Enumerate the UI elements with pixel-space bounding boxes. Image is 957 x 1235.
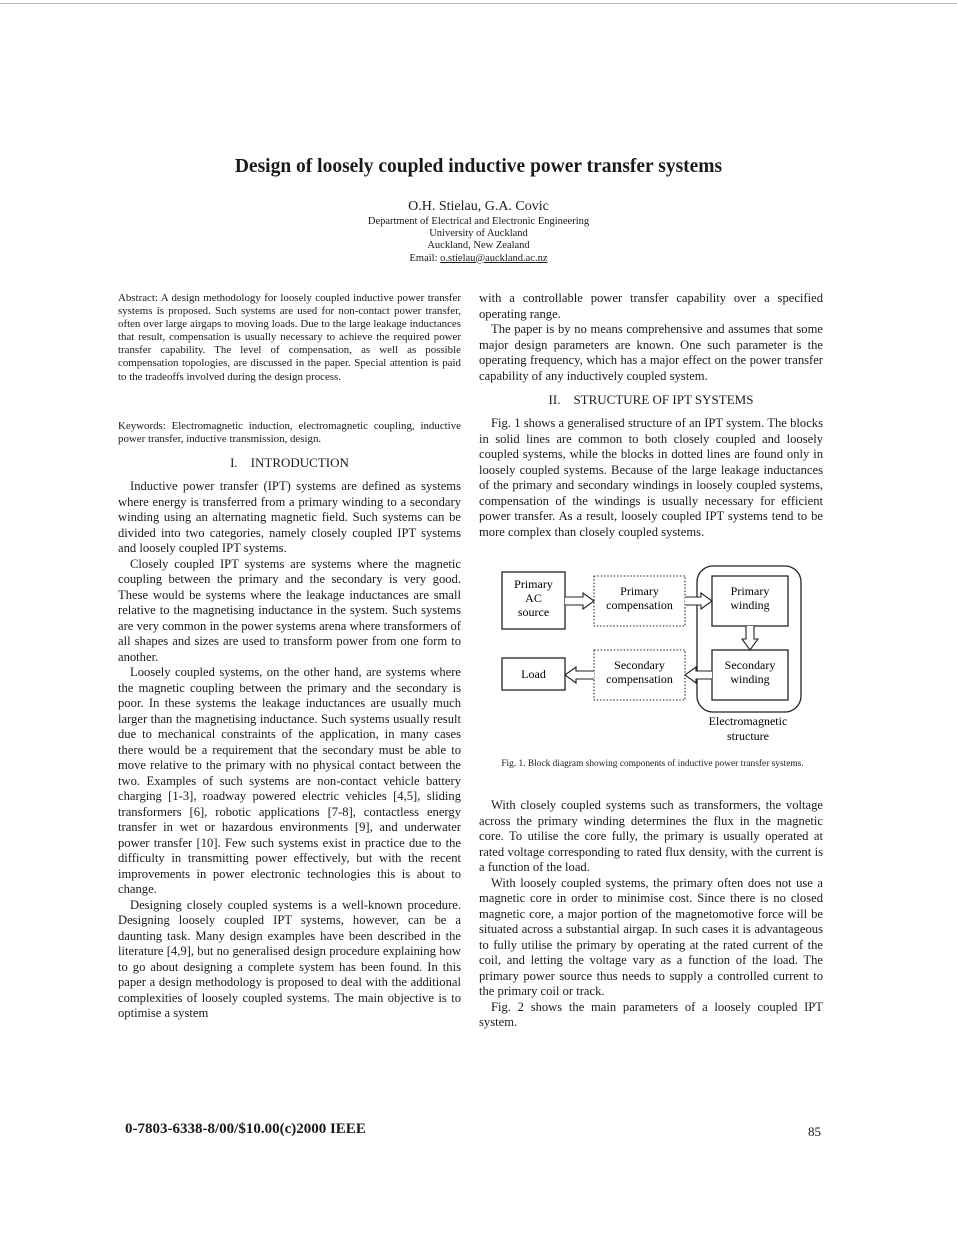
arrow-source-to-compensation	[565, 593, 594, 609]
section-1-paragraph: Closely coupled IPT systems are systems where the magnetic coupling between the primary and the secondary is very good. These would be systems where the leakage inductances are small relative to the magnetising inductance in the system. Such systems are very common in the power systems arena where transformers of all shapes and sizes are used to transform power from one form to another.	[118, 556, 461, 664]
primary-ac-source-label: AC	[525, 591, 542, 605]
email-link[interactable]: o.stielau@auckland.ac.nz	[440, 252, 548, 264]
section-1-paragraph: Inductive power transfer (IPT) systems are defined as systems where energy is transferred from a primary winding to a secondary winding using an alternating magnetic field. Such systems can be divided into two categories, namely closely coupled IPT systems and loosely coupled IPT systems.	[118, 479, 461, 555]
right-paragraph: With closely coupled systems such as transformers, the voltage across the primary winding determines the flux in the magnetic core. To utilise the core fully, the primary is usually operated at rated voltage corresponding to rated flux density, with the current is a function of the load.	[479, 798, 823, 874]
affiliation-location: Auckland, New Zealand	[427, 240, 530, 252]
secondary-winding-label: winding	[730, 672, 770, 686]
section-2-heading: II. STRUCTURE OF IPT SYSTEMS	[548, 392, 754, 407]
affiliation-email-line	[0, 253, 957, 265]
intro-paragraph: The paper is by no means comprehensive and assumes that some major design parameters are known. One such parameter is the operating frequency, which has a major effect on the power transfer capability of any inductively coupled system.	[479, 322, 823, 383]
abstract: Abstract: A design methodology for loosely coupled inductive power transfer systems is proposed. Such systems are used for non-contact power transfer, often over large airgaps to moving loads. Due to the large leakage inductances that result, compensation is usually necessary to achieve the required power transfer capability. The level of compensation, as well as possible compensation topologies, are discussed in the paper. Special attention is paid to the tradeoffs involved during the design process.	[118, 292, 461, 383]
right-column-intro	[479, 291, 823, 384]
section-1-paragraph: Loosely coupled systems, on the other hand, are systems where the magnetic coupling between the primary and the secondary is poor. In these systems the leakage inductances are usually much larger than the magnetising inductance. Such systems usually result due to mechanical constraints of the application, in many cases there would be a requirement that the secondary must be able to move relative to the primary with no physical contact between the two. Examples of such systems are non-contact vehicle battery charging [1-3], roadway powered electric vehicles [4,5], sliding transformers [6], robotic applications [7-8], contactless energy transfer in wet or hazardous environments [9], and underwater power transfer [10]. Few such systems exist in practice due to the difficulty in transmitting power effectively, but with the recent improvements in power electronic technologies this is about to change.	[118, 665, 461, 896]
ieee-copyright-code: 0-7803-6338-8/00/$10.00(c)2000 IEEE	[125, 1121, 366, 1137]
primary-ac-source-label: Primary	[514, 577, 553, 591]
affiliation-block	[0, 216, 957, 265]
right-paragraph: Fig. 2 shows the main parameters of a loosely coupled IPT system.	[479, 999, 823, 1029]
load-label: Load	[521, 667, 546, 681]
section-1-heading: I. INTRODUCTION	[230, 455, 349, 470]
affiliation-university: University of Auckland	[429, 228, 528, 240]
figure-1-block-diagram	[495, 560, 815, 750]
arrow-winding-to-compensation	[685, 667, 712, 683]
section-1-paragraph: Designing closely coupled systems is a well-known procedure. Designing loosely coupled IPT systems, however, can be a daunting task. Many design examples have been described in the literature [4,9], but no generalised design procedure explaining how to go about designing a complete system has been found. In this paper a design methodology is proposed to deal with the additional complexities of loosely coupled systems. The main objective is to optimise a system	[118, 897, 461, 1020]
primary-ac-source-label: source	[517, 605, 550, 619]
arrow-primary-to-secondary-winding	[742, 626, 758, 650]
primary-winding-label: Primary	[730, 584, 770, 598]
section-1-body	[118, 479, 461, 1022]
secondary-compensation-label: Secondary	[614, 658, 665, 672]
keywords: Keywords: Electromagnetic induction, electromagnetic coupling, inductive power transfer, inductive transmission, design.	[118, 420, 461, 446]
paper-title: Design of loosely coupled inductive power transfer systems	[234, 156, 723, 177]
figure-1-caption: Fig. 1. Block diagram showing components of inductive power transfer systems.	[501, 759, 804, 769]
email-label: Email:	[409, 252, 438, 264]
paper-authors: O.H. Stielau, G.A. Covic	[408, 199, 549, 214]
arrow-compensation-to-winding	[685, 593, 712, 609]
primary-winding-label: winding	[730, 598, 770, 612]
secondary-compensation-label: compensation	[606, 672, 673, 686]
right-paragraph: With loosely coupled systems, the primary often does not use a magnetic core in order to minimise cost. Since there is no closed magnetic core, a major portion of the magnetomotive force will be situated across a substantial airgap. In such cases it is advantageous to fully utilise the primary by operating at the rated current of the coil, and letting the voltage vary as a function of the load. The primary power source thus needs to supply a controlled current to the primary coil or track.	[479, 875, 823, 998]
arrow-compensation-to-load	[565, 667, 594, 683]
page-top-rule	[0, 3, 957, 4]
section-2-paragraph: Fig. 1 shows a generalised structure of an IPT system. The blocks in solid lines are common to both closely coupled and loosely coupled systems, while the blocks in dotted lines are found only in loosely coupled systems. Because of the large leakage inductances of the primary and secondary windings in loosely coupled systems, compensation of the windings is usually necessary for efficient power transfer. As a result, loosely coupled IPT systems tend to be more complex than closely coupled systems.	[479, 416, 823, 539]
continued-paragraph: with a controllable power transfer capability over a specified operating range.	[479, 291, 823, 321]
primary-compensation-label: Primary	[620, 584, 659, 598]
electromagnetic-structure-label: Electromagnetic	[708, 714, 788, 728]
section-2-body	[479, 416, 823, 540]
page-number: 85	[808, 1124, 821, 1139]
primary-compensation-label: compensation	[606, 598, 673, 612]
secondary-winding-label: Secondary	[724, 658, 776, 672]
affiliation-department: Department of Electrical and Electronic Engineering	[367, 216, 590, 227]
electromagnetic-structure-label: structure	[727, 729, 769, 743]
right-column-lower-body	[479, 798, 823, 1031]
